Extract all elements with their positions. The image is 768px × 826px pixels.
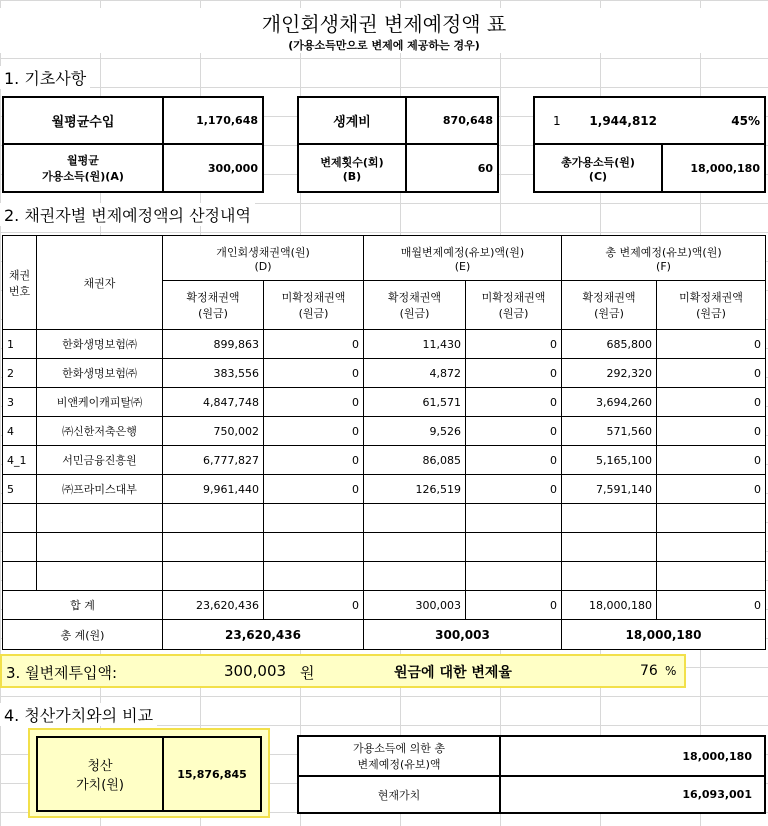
cell-f2: 0 xyxy=(657,330,766,359)
table-row xyxy=(3,417,766,446)
cell-f1: 7,591,140 xyxy=(562,475,657,504)
empty-cell xyxy=(562,533,657,562)
payments-value: 60 xyxy=(406,144,498,192)
subtotal-e2: 0 xyxy=(466,591,562,620)
cell-no: 5 xyxy=(3,475,37,504)
cell-creditor: 한화생명보험㈜ xyxy=(37,359,163,388)
monthly-income-value: 1,170,648 xyxy=(163,97,263,144)
total-disposable-label: 총가용소득(원) (C) xyxy=(534,144,662,192)
cell-d2: 0 xyxy=(264,359,364,388)
cell-e1: 11,430 xyxy=(364,330,466,359)
table-row xyxy=(3,475,766,504)
comparison-value-2: 16,093,001 xyxy=(500,776,765,813)
cell-creditor: ㈜신한저축은행 xyxy=(37,417,163,446)
cell-d2: 0 xyxy=(264,330,364,359)
cell-e1: 4,872 xyxy=(364,359,466,388)
sub-header-e-confirmed: 확정채권액 (원금) xyxy=(364,281,466,330)
empty-cell xyxy=(657,562,766,591)
box3-row xyxy=(534,97,765,144)
subtotal-f2: 0 xyxy=(657,591,766,620)
cell-creditor: 서민금융진흥원 xyxy=(37,446,163,475)
cell-f1: 685,800 xyxy=(562,330,657,359)
group-e-header: 매월변제예정(유보)액(원) (E) xyxy=(364,236,562,281)
cell-f1: 5,165,100 xyxy=(562,446,657,475)
comparison-label-1: 가용소득에 의한 총 변제예정(유보)액 xyxy=(298,736,500,776)
section-1-heading: 1. 기초사항 xyxy=(0,66,90,89)
cell-d1: 4,847,748 xyxy=(163,388,264,417)
living-cost-label: 생계비 xyxy=(298,97,406,144)
box3-value: 1,944,812 xyxy=(589,113,657,128)
cell-d2: 0 xyxy=(264,417,364,446)
liquidation-value-box xyxy=(28,728,270,818)
cell-creditor: ㈜프라미스대부 xyxy=(37,475,163,504)
box3-index: 1 xyxy=(553,113,561,128)
subtotal-f1: 18,000,180 xyxy=(562,591,657,620)
cell-d1: 9,961,440 xyxy=(163,475,264,504)
living-cost-value: 870,648 xyxy=(406,97,498,144)
empty-cell xyxy=(466,562,562,591)
section-2-heading: 2. 채권자별 변제예정액의 산정내역 xyxy=(0,203,255,226)
empty-row xyxy=(3,504,766,533)
cell-d1: 750,002 xyxy=(163,417,264,446)
page-subtitle: (가용소득만으로 변제에 제공하는 경우) xyxy=(0,37,768,53)
cell-d1: 383,556 xyxy=(163,359,264,388)
sub-header-d-confirmed: 확정채권액 (원금) xyxy=(163,281,264,330)
subtotal-label: 합 계 xyxy=(3,591,163,620)
repayment-ratio-value: 76 xyxy=(640,663,658,679)
cell-f2: 0 xyxy=(657,417,766,446)
empty-row xyxy=(3,562,766,591)
cell-f2: 0 xyxy=(657,388,766,417)
cell-d2: 0 xyxy=(264,446,364,475)
total-e: 300,003 xyxy=(364,620,562,650)
cell-e1: 61,571 xyxy=(364,388,466,417)
group-d-header: 개인회생채권액(원) (D) xyxy=(163,236,364,281)
empty-cell xyxy=(163,562,264,591)
subtotal-d1: 23,620,436 xyxy=(163,591,264,620)
empty-cell xyxy=(657,504,766,533)
cell-e2: 0 xyxy=(466,417,562,446)
monthly-income-label: 월평균수입 xyxy=(3,97,163,144)
cell-e1: 126,519 xyxy=(364,475,466,504)
empty-cell xyxy=(264,562,364,591)
sub-header-d-unconfirmed: 미확정채권액 (원금) xyxy=(264,281,364,330)
cell-e2: 0 xyxy=(466,388,562,417)
total-f: 18,000,180 xyxy=(562,620,766,650)
total-label: 총 계(원) xyxy=(3,620,163,650)
box3-percent: 45% xyxy=(731,113,760,128)
basic-box-2 xyxy=(297,96,499,193)
table-row xyxy=(3,388,766,417)
cell-creditor: 한화생명보험㈜ xyxy=(37,330,163,359)
cell-e2: 0 xyxy=(466,475,562,504)
subtotal-e1: 300,003 xyxy=(364,591,466,620)
cell-f2: 0 xyxy=(657,359,766,388)
empty-cell xyxy=(3,562,37,591)
total-disposable-value: 18,000,180 xyxy=(662,144,765,192)
monthly-payment-bar xyxy=(0,654,686,688)
basic-box-3 xyxy=(533,96,766,193)
cell-f1: 292,320 xyxy=(562,359,657,388)
page-title: 개인회생채권 변제예정액 표 xyxy=(0,8,768,37)
cell-e1: 9,526 xyxy=(364,417,466,446)
empty-cell xyxy=(3,533,37,562)
cell-no: 4 xyxy=(3,417,37,446)
cell-creditor: 비앤케이캐피탈㈜ xyxy=(37,388,163,417)
cell-e2: 0 xyxy=(466,330,562,359)
avg-disposable-value: 300,000 xyxy=(163,144,263,192)
comparison-label-2: 현재가치 xyxy=(298,776,500,813)
liquidation-value: 15,876,845 xyxy=(163,737,261,811)
comparison-value-1: 18,000,180 xyxy=(500,736,765,776)
cell-d1: 899,863 xyxy=(163,330,264,359)
col-no-header: 채권 번호 xyxy=(3,236,37,330)
empty-cell xyxy=(562,562,657,591)
cell-f2: 0 xyxy=(657,475,766,504)
empty-cell xyxy=(364,504,466,533)
table-row xyxy=(3,330,766,359)
group-f-header: 총 변제예정(유보)액(원) (F) xyxy=(562,236,766,281)
sub-header-f-unconfirmed: 미확정채권액 (원금) xyxy=(657,281,766,330)
sub-header-f-confirmed: 확정채권액 (원금) xyxy=(562,281,657,330)
empty-cell xyxy=(163,504,264,533)
payments-label: 변제횟수(회) (B) xyxy=(298,144,406,192)
cell-no: 2 xyxy=(3,359,37,388)
empty-cell xyxy=(37,533,163,562)
monthly-payment-amount: 300,003 xyxy=(224,662,287,680)
empty-cell xyxy=(264,533,364,562)
empty-cell xyxy=(3,504,37,533)
liquidation-value-label: 청산 가치(원) xyxy=(37,737,163,811)
cell-d1: 6,777,827 xyxy=(163,446,264,475)
empty-cell xyxy=(163,533,264,562)
cell-f1: 571,560 xyxy=(562,417,657,446)
cell-d2: 0 xyxy=(264,475,364,504)
cell-d2: 0 xyxy=(264,388,364,417)
empty-cell xyxy=(466,533,562,562)
empty-cell xyxy=(657,533,766,562)
creditor-table xyxy=(2,235,766,650)
total-d: 23,620,436 xyxy=(163,620,364,650)
empty-cell xyxy=(466,504,562,533)
subtotal-d2: 0 xyxy=(264,591,364,620)
sub-header-e-unconfirmed: 미확정채권액 (원금) xyxy=(466,281,562,330)
basic-box-1 xyxy=(2,96,264,193)
cell-e2: 0 xyxy=(466,359,562,388)
cell-f1: 3,694,260 xyxy=(562,388,657,417)
empty-cell xyxy=(37,504,163,533)
repayment-ratio-label: 원금에 대한 변제율 xyxy=(394,665,512,681)
comparison-box xyxy=(297,735,766,814)
section-4-heading: 4. 청산가치와의 비교 xyxy=(0,703,157,726)
empty-cell xyxy=(364,562,466,591)
cell-no: 3 xyxy=(3,388,37,417)
avg-disposable-label: 월평균 가용소득(원)(A) xyxy=(3,144,163,192)
empty-cell xyxy=(37,562,163,591)
table-row xyxy=(3,446,766,475)
empty-cell xyxy=(364,533,466,562)
cell-no: 1 xyxy=(3,330,37,359)
cell-e2: 0 xyxy=(466,446,562,475)
section-3-heading: 3. 월변제투입액: xyxy=(6,664,118,682)
empty-cell xyxy=(264,504,364,533)
cell-e1: 86,085 xyxy=(364,446,466,475)
monthly-payment-unit: 원 xyxy=(300,664,315,682)
repayment-ratio-unit: % xyxy=(665,664,677,678)
empty-row xyxy=(3,533,766,562)
cell-no: 4_1 xyxy=(3,446,37,475)
empty-cell xyxy=(562,504,657,533)
col-creditor-header: 채권자 xyxy=(37,236,163,330)
table-row xyxy=(3,359,766,388)
cell-f2: 0 xyxy=(657,446,766,475)
